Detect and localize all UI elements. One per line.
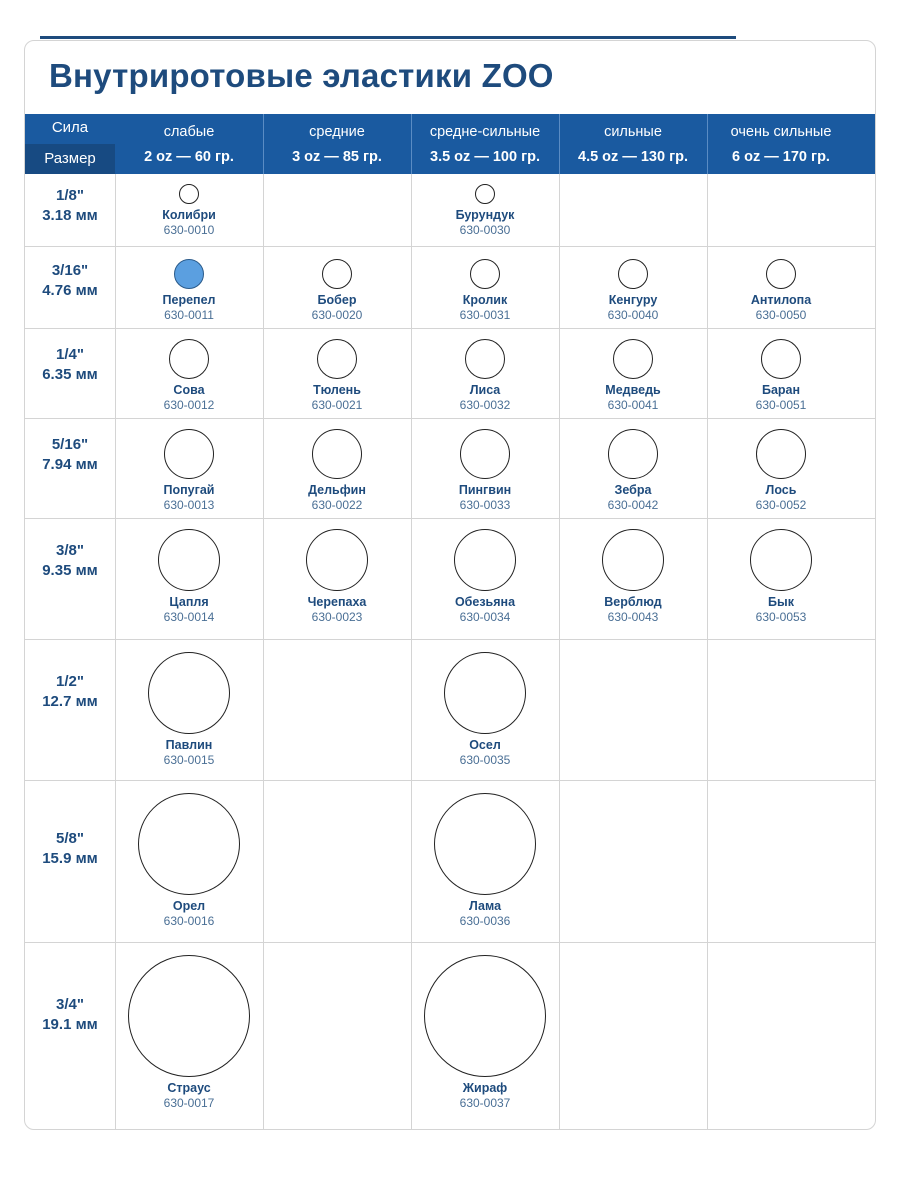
size-inch: 3/4": [56, 996, 84, 1013]
size-row: [25, 419, 876, 519]
elastic-cell[interactable]: [115, 329, 263, 418]
size-row: [25, 247, 876, 329]
size-row: [25, 640, 876, 781]
elastic-size-circle: [761, 339, 801, 379]
elastic-code: 630-0010: [163, 223, 215, 237]
force-weight: 3 oz — 85 гр.: [292, 149, 382, 165]
elastic-cell[interactable]: [263, 519, 411, 639]
elastic-name: Кенгуру: [608, 293, 658, 307]
elastic-name: Бык: [768, 595, 794, 609]
size-inch: 5/8": [56, 830, 84, 847]
elastic-size-circle: [312, 429, 362, 479]
elastic-name: Баран: [761, 383, 801, 397]
elastic-name: Тюлень: [313, 383, 361, 397]
elastic-cell[interactable]: [559, 329, 707, 418]
elastic-size-circle: [460, 429, 510, 479]
elastic-size-circle: [322, 259, 352, 289]
elastic-size-circle: [306, 529, 368, 591]
elastic-size-circle: [174, 259, 204, 289]
size-row: [25, 329, 876, 419]
elastic-name: Лиса: [469, 383, 501, 397]
top-accent-bar: [40, 36, 736, 39]
table-header: [25, 114, 876, 174]
size-inch: 3/16": [51, 262, 89, 279]
elastic-cell[interactable]: [115, 781, 263, 942]
elastic-cell[interactable]: [263, 419, 411, 518]
elastic-name: Черепаха: [307, 595, 367, 609]
elastic-size-circle: [158, 529, 220, 591]
elastic-size-circle: [317, 339, 357, 379]
column-divider: [559, 943, 560, 1130]
force-column-header: [707, 114, 855, 174]
elastic-code: 630-0031: [459, 308, 511, 322]
column-divider: [263, 640, 264, 780]
size-inch: 1/2": [56, 673, 84, 690]
elastic-size-circle: [128, 955, 250, 1077]
column-divider: [559, 640, 560, 780]
header-divider: [559, 114, 560, 174]
elastic-code: 630-0020: [311, 308, 363, 322]
elastic-size-circle: [750, 529, 812, 591]
header-divider: [707, 114, 708, 174]
size-mm: 15.9 мм: [42, 850, 98, 867]
elastic-cell[interactable]: [115, 943, 263, 1130]
elastic-name: Пингвин: [458, 483, 512, 497]
column-divider: [707, 174, 708, 246]
elastic-code: 630-0014: [163, 610, 215, 624]
size-cell: [25, 640, 115, 780]
header-divider: [263, 114, 264, 174]
size-mm: 12.7 мм: [42, 693, 98, 710]
column-divider: [707, 640, 708, 780]
elastic-code: 630-0013: [163, 498, 215, 512]
size-row: [25, 943, 876, 1130]
elastic-cell[interactable]: [707, 329, 855, 418]
force-label: Сила: [51, 119, 89, 136]
elastic-cell[interactable]: [263, 329, 411, 418]
force-name: средние: [309, 124, 365, 140]
elastic-code: 630-0011: [164, 308, 214, 322]
elastic-size-circle: [465, 339, 505, 379]
force-column-header: [263, 114, 411, 174]
elastic-cell[interactable]: [115, 174, 263, 246]
column-divider: [559, 174, 560, 246]
force-weight: 3.5 oz — 100 гр.: [430, 149, 540, 165]
elastic-cell[interactable]: [559, 247, 707, 328]
page-title: Внутриротовые эластики ZOO: [49, 57, 554, 94]
elastic-name: Бурундук: [455, 208, 515, 222]
elastic-cell[interactable]: [115, 247, 263, 328]
elastic-code: 630-0022: [311, 498, 363, 512]
elastic-cell[interactable]: [263, 247, 411, 328]
elastic-size-circle: [164, 429, 214, 479]
elastic-size-circle: [424, 955, 546, 1077]
elastic-code: 630-0032: [459, 398, 511, 412]
elastic-cell[interactable]: [707, 419, 855, 518]
elastic-cell[interactable]: [707, 247, 855, 328]
elastic-cell[interactable]: [559, 419, 707, 518]
size-cell: [25, 329, 115, 418]
elastic-code: 630-0034: [459, 610, 511, 624]
elastic-code: 630-0030: [459, 223, 511, 237]
elastic-name: Антилопа: [750, 293, 812, 307]
elastic-code: 630-0021: [311, 398, 363, 412]
elastic-code: 630-0050: [755, 308, 807, 322]
size-cell: [25, 943, 115, 1130]
elastic-code: 630-0033: [459, 498, 511, 512]
elastic-code: 630-0017: [163, 1096, 215, 1110]
size-row: [25, 781, 876, 943]
force-name: сильные: [604, 124, 662, 140]
column-divider: [263, 781, 264, 942]
elastic-code: 630-0043: [607, 610, 659, 624]
size-cell: [25, 419, 115, 518]
size-inch: 5/16": [51, 436, 89, 453]
elastic-code: 630-0035: [459, 753, 511, 767]
size-mm: 3.18 мм: [42, 207, 98, 224]
column-divider: [559, 781, 560, 942]
column-divider: [263, 174, 264, 246]
elastic-name: Дельфин: [308, 483, 366, 497]
size-cell: [25, 781, 115, 942]
size-mm: 19.1 мм: [42, 1016, 98, 1033]
force-weight: 6 oz — 170 гр.: [732, 149, 830, 165]
column-divider: [707, 943, 708, 1130]
elastic-size-circle: [148, 652, 230, 734]
elastic-cell[interactable]: [559, 519, 707, 639]
elastic-name: Кролик: [462, 293, 508, 307]
force-name: очень сильные: [730, 124, 832, 140]
elastic-name: Перепел: [162, 293, 216, 307]
force-weight: 2 oz — 60 гр.: [144, 149, 234, 165]
elastic-cell[interactable]: [411, 519, 559, 639]
elastic-size-circle: [454, 529, 516, 591]
elastic-code: 630-0036: [459, 914, 511, 928]
column-divider: [707, 781, 708, 942]
elastic-cell[interactable]: [411, 329, 559, 418]
size-inch: 3/8": [56, 542, 84, 559]
elastic-code: 630-0053: [755, 610, 807, 624]
header-divider: [411, 114, 412, 174]
elastic-name: Осел: [469, 738, 501, 752]
elastic-code: 630-0051: [755, 398, 807, 412]
elastic-cell[interactable]: [707, 519, 855, 639]
force-name: средне-сильные: [429, 124, 541, 140]
force-column-header: [115, 114, 263, 174]
elastic-size-circle: [613, 339, 653, 379]
elastic-size-circle: [138, 793, 240, 895]
elastic-size-circle: [434, 793, 536, 895]
elastic-size-circle: [470, 259, 500, 289]
elastic-name: Бобер: [317, 293, 357, 307]
elastic-name: Страус: [167, 1081, 211, 1095]
elastic-size-circle: [608, 429, 658, 479]
elastic-code: 630-0040: [607, 308, 659, 322]
elastic-cell[interactable]: [115, 419, 263, 518]
size-mm: 7.94 мм: [42, 456, 98, 473]
size-mm: 9.35 мм: [42, 562, 98, 579]
elastic-name: Медведь: [605, 383, 661, 397]
elastic-size-circle: [756, 429, 806, 479]
elastic-cell[interactable]: [115, 640, 263, 780]
size-mm: 4.76 мм: [42, 282, 98, 299]
force-column-header: [411, 114, 559, 174]
elastic-size-circle: [169, 339, 209, 379]
elastic-code: 630-0041: [607, 398, 659, 412]
elastic-cell[interactable]: [411, 174, 559, 246]
elastic-size-circle: [602, 529, 664, 591]
elastic-name: Жираф: [462, 1081, 508, 1095]
elastic-cell[interactable]: [411, 943, 559, 1130]
elastic-size-circle: [444, 652, 526, 734]
elastic-cell[interactable]: [411, 640, 559, 780]
elastic-code: 630-0052: [755, 498, 807, 512]
elastic-size-circle: [766, 259, 796, 289]
size-label: Размер: [25, 144, 115, 174]
elastic-name: Сова: [173, 383, 205, 397]
force-column-header: [559, 114, 707, 174]
elastic-cell[interactable]: [411, 419, 559, 518]
elastic-code: 630-0012: [163, 398, 215, 412]
elastic-cell[interactable]: [115, 519, 263, 639]
elastic-name: Зебра: [614, 483, 652, 497]
elastic-code: 630-0023: [311, 610, 363, 624]
column-divider: [263, 943, 264, 1130]
elastic-code: 630-0015: [163, 753, 215, 767]
elastic-name: Колибри: [162, 208, 216, 222]
elastics-chart-card: [24, 40, 876, 1130]
elastic-size-circle: [618, 259, 648, 289]
elastic-name: Лама: [468, 899, 502, 913]
elastic-code: 630-0042: [607, 498, 659, 512]
elastic-code: 630-0016: [163, 914, 215, 928]
elastic-code: 630-0037: [459, 1096, 511, 1110]
size-row: [25, 519, 876, 640]
elastic-name: Верблюд: [604, 595, 662, 609]
force-name: слабые: [163, 124, 215, 140]
elastic-name: Орел: [172, 899, 206, 913]
elastic-size-circle: [179, 184, 199, 204]
elastic-cell[interactable]: [411, 781, 559, 942]
size-cell: [25, 247, 115, 328]
size-cell: [25, 519, 115, 639]
size-inch: 1/8": [56, 187, 84, 204]
size-cell: [25, 174, 115, 246]
force-weight: 4.5 oz — 130 гр.: [578, 149, 688, 165]
elastic-cell[interactable]: [411, 247, 559, 328]
elastic-name: Лось: [765, 483, 797, 497]
elastics-grid: [25, 174, 876, 1130]
elastic-name: Попугай: [163, 483, 215, 497]
elastic-name: Обезьяна: [454, 595, 516, 609]
elastic-name: Цапля: [169, 595, 209, 609]
elastic-size-circle: [475, 184, 495, 204]
elastic-name: Павлин: [165, 738, 213, 752]
size-inch: 1/4": [56, 346, 84, 363]
size-mm: 6.35 мм: [42, 366, 98, 383]
size-row: [25, 174, 876, 247]
